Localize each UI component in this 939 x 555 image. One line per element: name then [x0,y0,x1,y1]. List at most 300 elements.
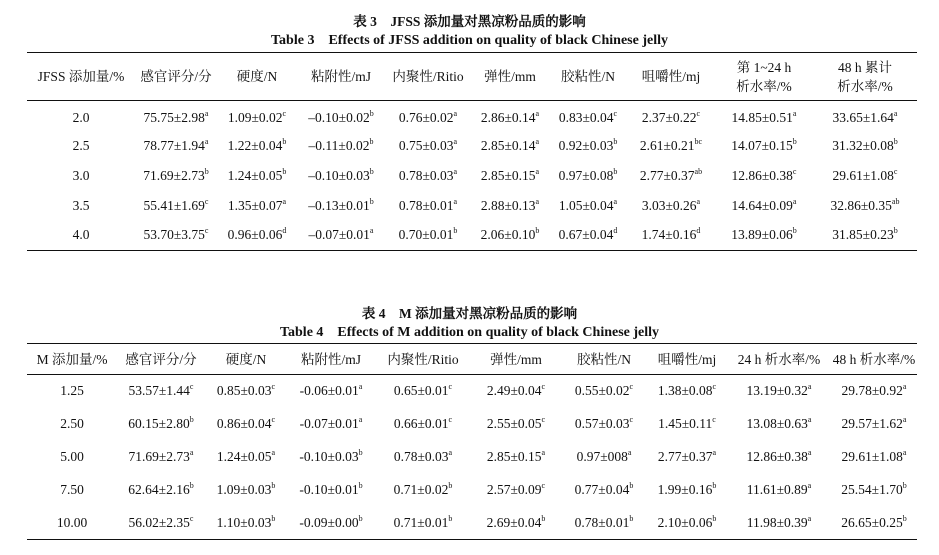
table3-header-cell [217,53,297,101]
table4-cell [375,474,471,507]
table3-cell [627,101,715,131]
table4-significance-letter: a [627,448,632,457]
table4-cell [287,474,375,507]
table3-header-text: 弹性/mm [484,69,536,84]
table3-significance-letter: b [613,166,618,176]
table4-cell-value: 29.61±1.08 [841,449,903,464]
table3-header-cell [471,53,549,101]
table3-cell [27,191,135,221]
table4-cell-value: 11.61±0.89 [746,482,808,497]
table3-cell [549,161,627,191]
table3-cell [549,101,627,131]
table3-significance-letter: b [369,136,374,146]
table4-header-cell [831,344,917,375]
table3-cell-value: 71.69±2.73 [143,167,205,183]
table4-significance-letter: a [358,415,363,424]
table3-cell [217,161,297,191]
table3-significance-letter: c [696,108,701,118]
table4-significance-letter: b [541,513,546,523]
table3-significance-letter: d [696,226,701,236]
table4-cell [117,507,205,540]
table4-significance-letter: b [448,513,453,523]
table3-significance-letter: c [204,226,209,236]
table3-header-text: 咀嚼性/mj [641,69,701,84]
table3-cell-value: 55.41±1.69 [143,197,205,213]
table3-significance-letter: a [792,196,797,206]
table3-cell-value: 78.77±1.94 [143,137,205,153]
table3-significance-letter: b [535,226,540,236]
table3-cell [813,221,917,251]
table4-header-text: 感官评分/分 [125,351,197,367]
table4-significance-letter: b [902,513,907,523]
table3-cell-value: 1.22±0.04 [227,137,283,153]
table4-cell-value: 2.50 [60,416,84,431]
table3-cell [297,221,385,251]
table4-cell [287,441,375,474]
table3-significance-letter: a [613,196,618,206]
table3-cell [627,221,715,251]
table3-significance-letter: c [893,166,898,176]
table4-cell [117,474,205,507]
table3-significance-letter: bc [694,136,703,146]
table3-header-cell [135,53,217,101]
table4-header-text: 咀嚼性/mj [657,351,717,367]
table3-significance-letter: b [792,136,797,146]
table4 [27,343,917,540]
table4-cell [27,507,117,540]
table4-cell-value: 0.86±0.04 [216,416,272,431]
table4-cell [561,474,647,507]
table3-cell-value: 2.88±0.13 [480,197,536,213]
table4-cell [647,375,727,408]
table3-cell-value: 3.03±0.26 [641,197,697,213]
table4-cell-value: 10.00 [56,514,88,530]
table4-cell [205,375,287,408]
table4-cell [375,375,471,408]
table4-significance-letter: c [541,382,546,392]
table3-significance-letter: a [696,196,701,206]
table3-cell [715,101,813,131]
table3-cell [471,191,549,221]
table4-significance-letter: c [189,513,194,523]
table3-header-cell [27,53,135,101]
table3-cell [385,131,471,161]
table4-cell-value: 7.50 [60,482,84,497]
table4-significance-letter: a [807,415,812,424]
table4-cell-value: 1.99±0.16 [657,482,713,497]
table4-header-cell [205,344,287,375]
table3-significance-letter: d [613,226,618,236]
table4-header-text: 粘附性/mJ [300,351,361,367]
table4-cell-value: 2.85±0.15 [486,449,542,464]
table4-header-cell [287,344,375,375]
table4-cell-value: 0.55±0.02 [574,383,630,399]
table4-header-cell [375,344,471,375]
table4-significance-letter: b [358,481,363,490]
table3-significance-letter: b [453,226,458,236]
table3-cell [715,221,813,251]
table3-header-cell [715,53,813,101]
table3-row [27,161,917,191]
table3-cell [27,161,135,191]
table3-cell-value: 33.65±1.64 [832,109,894,125]
table3-header-text: 48 h 累计 [838,59,892,75]
table3-header-text: 析水率/% [736,78,792,94]
table4-cell-value: 26.65±0.25 [841,514,903,530]
table3-significance-letter: a [535,108,540,118]
table4-significance-letter: a [271,448,276,457]
table4-cell [561,375,647,408]
table3-cell-value: 0.70±0.01 [398,227,454,243]
table4-row [27,408,917,441]
table3-significance-letter: b [204,166,209,176]
table3-significance-letter: a [369,226,374,236]
table3-significance-letter: c [613,108,618,118]
table4-header-text: M 添加量/% [36,351,108,367]
table4-cell-value: 0.66±0.01 [393,416,449,431]
table3-significance-letter: b [282,136,287,146]
table4-significance-letter: a [807,481,812,490]
table4-header-row [27,344,917,375]
table3-cell [715,161,813,191]
table3-cell [385,191,471,221]
table4-cell [471,408,561,441]
table4-cell [375,408,471,441]
table3-cell-value: –0.07±0.01 [308,227,370,243]
table3-cell-value: 3.0 [72,167,90,183]
table4-significance-letter: c [629,382,634,392]
table3-cell-value: –0.10±0.02 [308,109,370,125]
table4-significance-letter: c [629,415,634,424]
table3-significance-letter: c [792,166,797,176]
table3-significance-letter: c [204,196,209,206]
table3-significance-letter: b [613,136,618,146]
table3-cell-value: 0.92±0.03 [558,137,614,153]
table3-cell [715,131,813,161]
table3-cell [27,131,135,161]
table4-cell [471,375,561,408]
table3-cell [813,101,917,131]
table3-cell-value: 14.07±0.15 [731,137,793,153]
table3-cell-value: 1.24±0.05 [227,167,283,183]
table4-cell-value: 0.78±0.03 [393,449,449,464]
table3-header-cell [627,53,715,101]
table4-cell [375,441,471,474]
table3-significance-letter: a [204,108,209,118]
table3-row [27,131,917,161]
table4-significance-letter: b [712,481,717,490]
table3-cell [297,191,385,221]
table4-significance-letter: c [541,415,546,424]
table3-cell [385,221,471,251]
table4-significance-letter: c [541,481,546,490]
table3-cell-value: 0.75±0.03 [398,137,454,153]
table3-cell-value: 0.96±0.06 [227,227,283,243]
table4-cell-value: 1.24±0.05 [216,449,272,464]
table3-cell [471,101,549,131]
table3-header-text: 胶粘性/N [561,69,615,84]
table4-cell [831,408,917,441]
table3-significance-letter: a [535,196,540,206]
table3-header-text: 硬度/N [236,69,278,84]
table4-cell-value: 2.77±0.37 [657,449,713,464]
table4-cell [205,507,287,540]
table3-cell [813,131,917,161]
table3-header-text: 感官评分/分 [140,69,212,84]
table4-significance-letter: b [902,481,907,490]
table4-cell [727,441,831,474]
table4-cell-value: 71.69±2.73 [128,449,190,464]
table3-cell-value: 2.37±0.22 [641,109,697,125]
table4-significance-letter: a [189,448,194,457]
table3-header-cell [549,53,627,101]
table4-significance-letter: b [358,513,363,523]
table4-cell [831,474,917,507]
table3-significance-letter: a [453,166,458,176]
table3-cell [297,161,385,191]
table3-cell [297,101,385,131]
table4-significance-letter: a [902,415,907,424]
table3-cell-value: 1.05±0.04 [558,197,614,213]
table3-cell [27,101,135,131]
table3-significance-letter: b [369,196,374,206]
table4-significance-letter: b [189,481,194,490]
table3-caption-cn: 表 3 JFSS 添加量对黑凉粉品质的影响 [353,14,586,29]
table3-header-text: 粘附性/mJ [310,69,371,84]
table4-cell-value: 2.57±0.09 [486,482,542,497]
table4-cell [647,408,727,441]
table4-cell [27,408,117,441]
table4-significance-letter: a [712,448,717,457]
table3-cell-value: 29.61±1.08 [832,167,894,183]
table4-significance-letter: c [448,382,453,392]
table3-cell [135,161,217,191]
table3-header-text: 第 1~24 h [736,59,792,75]
table4-cell-value: 29.57±1.62 [841,416,903,431]
table3-cell [217,221,297,251]
table4-significance-letter: b [271,513,276,523]
table3-cell [471,221,549,251]
table3-header-cell [813,53,917,101]
table3-cell-value: 14.85±0.51 [731,109,793,125]
table3-cell-value: 12.86±0.38 [731,167,793,183]
table4-cell-value: 1.10±0.03 [216,514,272,530]
table3-cell-value: 2.85±0.14 [480,137,536,153]
table3-cell [217,191,297,221]
table4-header-cell [27,344,117,375]
table3-cell-value: 13.89±0.06 [731,227,793,243]
table4-significance-letter: c [189,382,194,392]
table4-cell-value: 0.65±0.01 [393,383,449,399]
table4-header-text: 内聚性/Ritio [387,351,459,367]
table3-significance-letter: a [453,136,458,146]
table4-significance-letter: b [358,448,363,457]
table4-cell [561,408,647,441]
table3-cell-value: 0.78±0.03 [398,167,454,183]
table4-significance-letter: b [629,513,634,523]
table4-cell-value: 1.09±0.03 [216,482,272,497]
table3-significance-letter: b [282,166,287,176]
table4-cell [831,375,917,408]
table4-cell-value: 0.85±0.03 [216,383,272,399]
table3-cell [549,131,627,161]
table4-cell-value: 5.00 [60,449,84,464]
table3-cell-value: 1.35±0.07 [227,197,283,213]
table3-cell-value: 2.06±0.10 [480,227,536,243]
table4-cell-value: 2.49±0.04 [486,383,542,399]
table3-significance-letter: a [535,166,540,176]
table3-cell-value: 2.85±0.15 [480,167,536,183]
table4-header-cell [561,344,647,375]
table3-header-text: 内聚性/Ritio [392,69,464,84]
table4-cell-value: 60.15±2.80 [128,416,190,431]
table3-cell [549,221,627,251]
table3-cell [385,161,471,191]
table3-cell-value: 0.78±0.01 [398,197,454,213]
table3-cell [627,161,715,191]
table3-row [27,221,917,251]
table3-cell-value: 2.86±0.14 [480,109,536,125]
table4-row [27,474,917,507]
table3-cell-value: 2.77±0.37 [639,167,695,183]
table4-cell-value: -0.10±0.03 [299,449,359,464]
table4-cell-value: 1.38±0.08 [657,383,713,399]
table3-cell [135,191,217,221]
table3-significance-letter: a [204,136,209,146]
table4-cell [205,474,287,507]
table4-cell [287,507,375,540]
table4-header-text: 24 h 析水率/% [737,351,821,367]
table4-cell-value: 11.98±0.39 [746,514,808,530]
table3-header-cell [385,53,471,101]
table4-cell-value: -0.09±0.00 [299,514,359,530]
table4-cell-value: -0.07±0.01 [299,416,359,431]
table4-cell-value: -0.10±0.01 [299,482,359,497]
table3-cell [627,191,715,221]
table4-row [27,375,917,408]
table3-cell-value: 4.0 [72,227,90,243]
table4-cell-value: 0.57±0.03 [574,416,630,431]
table3-cell-value: 1.09±0.02 [227,109,283,125]
table4-cell-value: 0.77±0.04 [574,482,630,497]
table4-cell-value: 2.10±0.06 [657,514,713,530]
table3-cell [627,131,715,161]
table3-header-row [27,53,917,101]
table4-cell [831,507,917,540]
table3-cell-value: 31.32±0.08 [832,137,894,153]
table4-cell [727,375,831,408]
table4-cell-value: 56.02±2.35 [128,514,190,530]
table4-caption-en: Table 4 Effects of M addition on quality of black Chinese jelly [279,325,660,340]
table4-significance-letter: b [271,481,276,490]
table4-cell [647,474,727,507]
table3-cell-value: –0.13±0.01 [308,197,370,213]
table3-significance-letter: a [792,108,797,118]
table3-header-text: 析水率/% [837,78,893,94]
table4-header-cell [647,344,727,375]
table4-significance-letter: c [271,382,276,392]
table3-significance-letter: c [282,108,287,118]
table3-significance-letter: ab [891,196,900,206]
table3-cell-value: 2.61±0.21 [639,137,695,153]
table4-cell [561,507,647,540]
table3-significance-letter: a [282,196,287,206]
table3-header-text: JFSS 添加量/% [37,69,125,84]
table3-row [27,191,917,221]
table3-cell-value: 2.0 [72,109,90,125]
table3-significance-letter: b [792,226,797,236]
table3-cell [217,131,297,161]
table3-cell [813,161,917,191]
table3-cell-value: 3.5 [72,197,90,213]
table4-cell-value: 53.57±1.44 [128,383,190,399]
table4-significance-letter: b [189,415,194,424]
table3-significance-letter: a [893,108,898,118]
table3-cell [549,191,627,221]
table3-cell [135,101,217,131]
table4-cell [831,441,917,474]
table4-cell-value: 0.71±0.01 [393,514,449,530]
table4-cell-value: 62.64±2.16 [128,482,190,497]
table4-significance-letter: b [448,481,453,490]
table4-significance-letter: a [807,382,812,392]
table3-significance-letter: a [453,196,458,206]
table3-header-cell [297,53,385,101]
table3-cell-value: 0.76±0.02 [398,109,454,125]
table3-cell-value: –0.11±0.02 [308,137,370,153]
table4-cell [375,507,471,540]
table4-cell [561,441,647,474]
table3-significance-letter: b [369,108,374,118]
table4-cell-value: 29.78±0.92 [841,383,903,399]
table4-significance-letter: c [271,415,276,424]
table4-cell [727,507,831,540]
table4-cell [471,507,561,540]
table4-cell [117,408,205,441]
table3-cell [385,101,471,131]
table3-row [27,101,917,131]
table4-significance-letter: c [712,415,716,424]
table4-cell-value: 0.97±008 [576,449,628,464]
table4-significance-letter: a [807,513,812,523]
table4-cell [647,441,727,474]
table4-row [27,441,917,474]
table3-significance-letter: b [893,226,898,236]
table4-significance-letter: b [629,481,634,490]
table4-cell-value: 1.25 [60,383,84,399]
table3-cell [27,221,135,251]
table4-cell [727,474,831,507]
table4-significance-letter: a [448,448,453,457]
table3-cell-value: 1.74±0.16 [641,227,697,243]
table3-significance-letter: b [893,136,898,146]
table4-significance-letter: b [712,513,717,523]
table3-cell [715,191,813,221]
table4-cell-value: -0.06±0.01 [299,383,359,399]
table4-cell-value: 0.71±0.02 [393,482,449,497]
table4-cell [727,408,831,441]
table4-significance-letter: a [902,382,907,392]
table4-cell [27,441,117,474]
table3-cell-value: 0.83±0.04 [558,109,614,125]
table3-cell [297,131,385,161]
table3-cell-value: –0.10±0.03 [308,167,370,183]
table4-cell [117,375,205,408]
table4-caption-cn: 表 4 M 添加量对黑凉粉品质的影响 [361,306,578,321]
table4-cell-value: 1.45±0.11 [658,416,713,431]
table4-significance-letter: c [712,382,717,392]
table3-cell [471,161,549,191]
